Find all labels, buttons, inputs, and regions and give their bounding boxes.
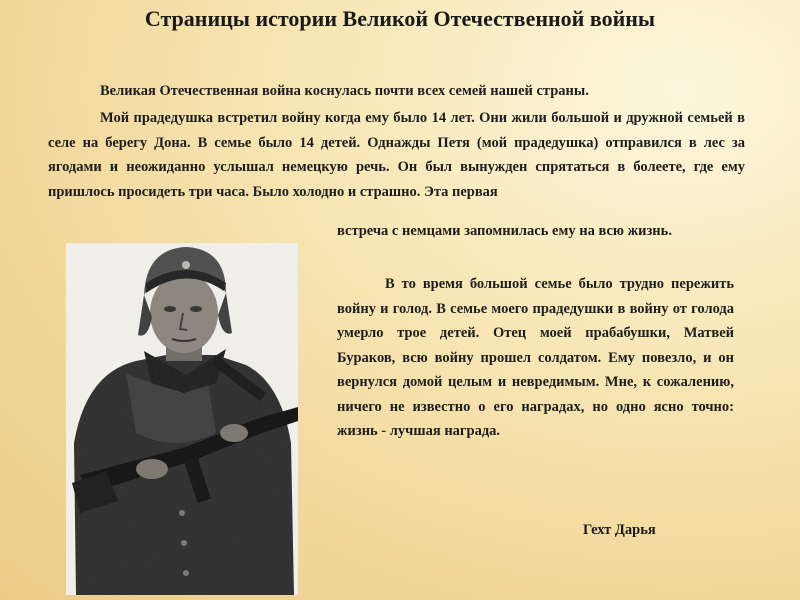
page-title: Страницы истории Великой Отечественной войны	[144, 6, 656, 31]
soldier-photo-illustration	[66, 243, 298, 595]
story-paragraph: Мой прадедушка встретил войну когда ему было 14 лет. Они жили большой и дружной семьей в селе на берегу Дона. В семье было 14 детей. Однажды Петя (мой прадедушка) отправился в лес за ягодами и неожиданно услышал немецкую речь. Он был вынужден спрятаться в болеете, где ему пришлось просидеть три часа. Было холодно и страшно. Эта первая	[48, 110, 745, 200]
author-signature: Гехт Дарья	[583, 522, 656, 538]
intro-paragraph: Великая Отечественная война коснулась почти всех семей нашей страны.	[100, 83, 589, 99]
story-continuation-paragraph: встреча с немцами запомнилась ему на всю жизнь.	[337, 223, 672, 239]
soldier-photo	[66, 243, 298, 595]
hardship-paragraph: В то время большой семье было трудно пережить войну и голод. В семье моего прадедушки в войну от голода умерло трое детей. Отец моей прабабушки, Матвей Бураков, всю войну прошел солдатом. Ему повезло, и он вернулся домой целым и невредимым. Мне, к сожалению, ничего не известно о его наградах, но одно ясно точно: жизнь - лучшая награда.	[337, 276, 734, 439]
